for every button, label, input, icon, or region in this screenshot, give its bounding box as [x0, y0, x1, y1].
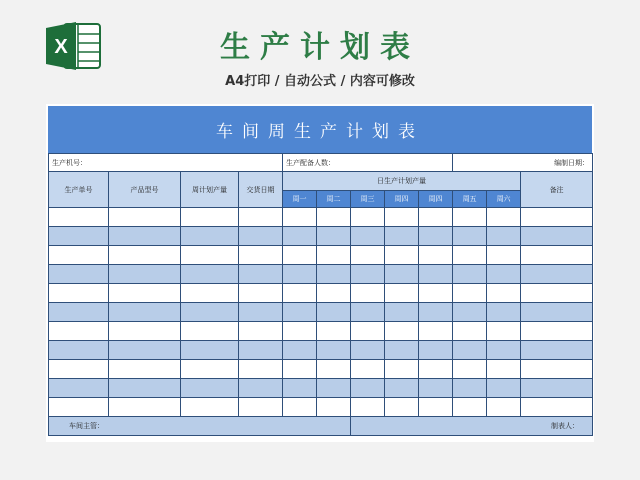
table-cell[interactable] — [283, 208, 317, 227]
table-cell[interactable] — [239, 303, 283, 322]
table-cell[interactable] — [283, 379, 317, 398]
table-cell[interactable] — [49, 360, 109, 379]
machine-no-cell[interactable]: 生产机号： — [49, 154, 283, 172]
info-row — [49, 154, 593, 172]
supervisor-cell[interactable]: 车间主管： — [49, 417, 351, 436]
table-cell[interactable] — [487, 360, 521, 379]
table-cell[interactable] — [239, 322, 283, 341]
table-row — [49, 284, 593, 303]
table-cell[interactable] — [521, 322, 593, 341]
table-cell[interactable] — [419, 284, 453, 303]
col-delivery-date: 交货日期 — [239, 172, 283, 208]
table-cell[interactable] — [487, 398, 521, 417]
table-cell[interactable] — [109, 284, 181, 303]
table-cell[interactable] — [317, 227, 351, 246]
spreadsheet — [46, 104, 594, 442]
table-cell[interactable] — [521, 398, 593, 417]
table-cell[interactable] — [181, 379, 239, 398]
table-cell[interactable] — [385, 265, 419, 284]
table-cell[interactable] — [109, 303, 181, 322]
table-cell[interactable] — [419, 322, 453, 341]
table-cell[interactable] — [317, 322, 351, 341]
col-order-no: 生产单号 — [49, 172, 109, 208]
table-cell[interactable] — [487, 379, 521, 398]
table-cell[interactable] — [385, 379, 419, 398]
table-cell[interactable] — [487, 322, 521, 341]
table-cell[interactable] — [239, 246, 283, 265]
table-cell[interactable] — [49, 341, 109, 360]
table-cell[interactable] — [453, 341, 487, 360]
table-cell[interactable] — [181, 227, 239, 246]
table-cell[interactable] — [49, 284, 109, 303]
table-cell[interactable] — [487, 341, 521, 360]
table-cell[interactable] — [385, 360, 419, 379]
compile-date-cell[interactable]: 编制日期： — [453, 154, 593, 172]
table-cell[interactable] — [239, 398, 283, 417]
table-cell[interactable] — [181, 246, 239, 265]
table-cell[interactable] — [453, 284, 487, 303]
svg-text:X: X — [54, 36, 68, 58]
table-row — [49, 379, 593, 398]
table-cell[interactable] — [283, 398, 317, 417]
table-cell[interactable] — [351, 341, 385, 360]
table-cell[interactable] — [453, 360, 487, 379]
col-day: 周四 — [385, 191, 419, 208]
table-cell[interactable] — [351, 360, 385, 379]
table-cell[interactable] — [351, 303, 385, 322]
maker-cell[interactable]: 制表人： — [351, 417, 593, 436]
col-daily-group: 日生产计划产量 — [283, 172, 521, 191]
table-cell[interactable] — [109, 265, 181, 284]
table-cell[interactable] — [385, 208, 419, 227]
table-cell[interactable] — [239, 379, 283, 398]
col-day: 周三 — [351, 191, 385, 208]
table-cell[interactable] — [487, 265, 521, 284]
table-cell[interactable] — [521, 265, 593, 284]
table-cell[interactable] — [109, 227, 181, 246]
table-cell[interactable] — [49, 208, 109, 227]
table-row — [49, 246, 593, 265]
table-cell[interactable] — [453, 303, 487, 322]
page-subtitle: A4打印 / 自动公式 / 内容可修改 — [225, 74, 415, 89]
table-cell[interactable] — [49, 379, 109, 398]
table-cell[interactable] — [351, 398, 385, 417]
table-cell[interactable] — [385, 322, 419, 341]
table-cell[interactable] — [419, 208, 453, 227]
table-cell[interactable] — [351, 379, 385, 398]
table-cell[interactable] — [419, 398, 453, 417]
table-cell[interactable] — [283, 265, 317, 284]
col-remark: 备注 — [521, 172, 593, 208]
table-cell[interactable] — [521, 227, 593, 246]
table-cell[interactable] — [109, 208, 181, 227]
table-cell[interactable] — [521, 303, 593, 322]
table-cell[interactable] — [283, 341, 317, 360]
table-cell[interactable] — [419, 379, 453, 398]
table-cell[interactable] — [453, 379, 487, 398]
table-row — [49, 208, 593, 227]
table-cell[interactable] — [283, 227, 317, 246]
plan-table — [48, 153, 593, 436]
table-cell[interactable] — [385, 341, 419, 360]
col-model: 产品型号 — [109, 172, 181, 208]
table-cell[interactable] — [487, 227, 521, 246]
table-cell[interactable] — [49, 398, 109, 417]
table-cell[interactable] — [49, 246, 109, 265]
table-cell[interactable] — [419, 246, 453, 265]
table-cell[interactable] — [419, 360, 453, 379]
table-cell[interactable] — [317, 360, 351, 379]
table-cell[interactable] — [181, 303, 239, 322]
table-cell[interactable] — [453, 246, 487, 265]
table-cell[interactable] — [239, 265, 283, 284]
table-cell[interactable] — [49, 265, 109, 284]
table-cell[interactable] — [453, 322, 487, 341]
page-title: 生产计划表 — [220, 30, 420, 65]
table-cell[interactable] — [419, 265, 453, 284]
table-cell[interactable] — [351, 208, 385, 227]
table-cell[interactable] — [181, 322, 239, 341]
table-row — [49, 341, 593, 360]
table-cell[interactable] — [521, 246, 593, 265]
table-cell[interactable] — [181, 360, 239, 379]
table-cell[interactable] — [239, 341, 283, 360]
table-cell[interactable] — [521, 284, 593, 303]
table-cell[interactable] — [521, 208, 593, 227]
table-cell[interactable] — [181, 398, 239, 417]
table-cell[interactable] — [419, 227, 453, 246]
table-cell[interactable] — [181, 265, 239, 284]
table-cell[interactable] — [487, 303, 521, 322]
table-cell[interactable] — [109, 379, 181, 398]
table-cell[interactable] — [49, 322, 109, 341]
col-day: 周五 — [453, 191, 487, 208]
table-cell[interactable] — [109, 246, 181, 265]
table-cell[interactable] — [419, 303, 453, 322]
table-cell[interactable] — [181, 341, 239, 360]
table-cell[interactable] — [49, 303, 109, 322]
table-cell[interactable] — [283, 284, 317, 303]
table-cell[interactable] — [109, 398, 181, 417]
col-day: 周一 — [283, 191, 317, 208]
table-cell[interactable] — [453, 398, 487, 417]
table-cell[interactable] — [351, 246, 385, 265]
table-cell[interactable] — [487, 284, 521, 303]
table-cell[interactable] — [385, 284, 419, 303]
table-cell[interactable] — [317, 265, 351, 284]
table-cell[interactable] — [351, 284, 385, 303]
table-row — [49, 227, 593, 246]
table-cell[interactable] — [385, 398, 419, 417]
table-cell[interactable] — [239, 284, 283, 303]
table-cell[interactable] — [239, 360, 283, 379]
table-cell[interactable] — [351, 322, 385, 341]
footer-row — [49, 417, 593, 436]
table-cell[interactable] — [283, 246, 317, 265]
table-cell[interactable] — [317, 398, 351, 417]
sheet-banner: 车间周生产计划表 — [48, 106, 592, 153]
table-cell[interactable] — [317, 303, 351, 322]
col-day: 周六 — [487, 191, 521, 208]
staff-count-cell[interactable]: 生产配备人数： — [283, 154, 453, 172]
table-row — [49, 265, 593, 284]
table-cell[interactable] — [487, 246, 521, 265]
table-cell[interactable] — [239, 208, 283, 227]
table-cell[interactable] — [351, 227, 385, 246]
table-cell[interactable] — [351, 265, 385, 284]
table-cell[interactable] — [521, 360, 593, 379]
table-row — [49, 303, 593, 322]
table-cell[interactable] — [283, 360, 317, 379]
table-cell[interactable] — [317, 284, 351, 303]
table-cell[interactable] — [109, 341, 181, 360]
table-cell[interactable] — [419, 341, 453, 360]
table-cell[interactable] — [317, 246, 351, 265]
table-cell[interactable] — [317, 379, 351, 398]
table-cell[interactable] — [317, 208, 351, 227]
table-cell[interactable] — [283, 303, 317, 322]
table-cell[interactable] — [521, 341, 593, 360]
table-cell[interactable] — [283, 322, 317, 341]
table-row — [49, 398, 593, 417]
table-cell[interactable] — [49, 227, 109, 246]
table-row — [49, 360, 593, 379]
header-row — [49, 172, 593, 191]
table-cell[interactable] — [181, 208, 239, 227]
table-cell[interactable] — [239, 227, 283, 246]
col-day: 周二 — [317, 191, 351, 208]
table-cell[interactable] — [453, 208, 487, 227]
table-cell[interactable] — [453, 265, 487, 284]
table-cell[interactable] — [487, 208, 521, 227]
table-cell[interactable] — [385, 303, 419, 322]
table-cell[interactable] — [181, 284, 239, 303]
table-cell[interactable] — [385, 227, 419, 246]
col-day: 周四 — [419, 191, 453, 208]
table-cell[interactable] — [109, 360, 181, 379]
col-weekly-plan: 周计划产量 — [181, 172, 239, 208]
table-cell[interactable] — [317, 341, 351, 360]
table-row — [49, 322, 593, 341]
table-cell[interactable] — [453, 227, 487, 246]
table-cell[interactable] — [385, 246, 419, 265]
table-cell[interactable] — [109, 322, 181, 341]
table-cell[interactable] — [521, 379, 593, 398]
